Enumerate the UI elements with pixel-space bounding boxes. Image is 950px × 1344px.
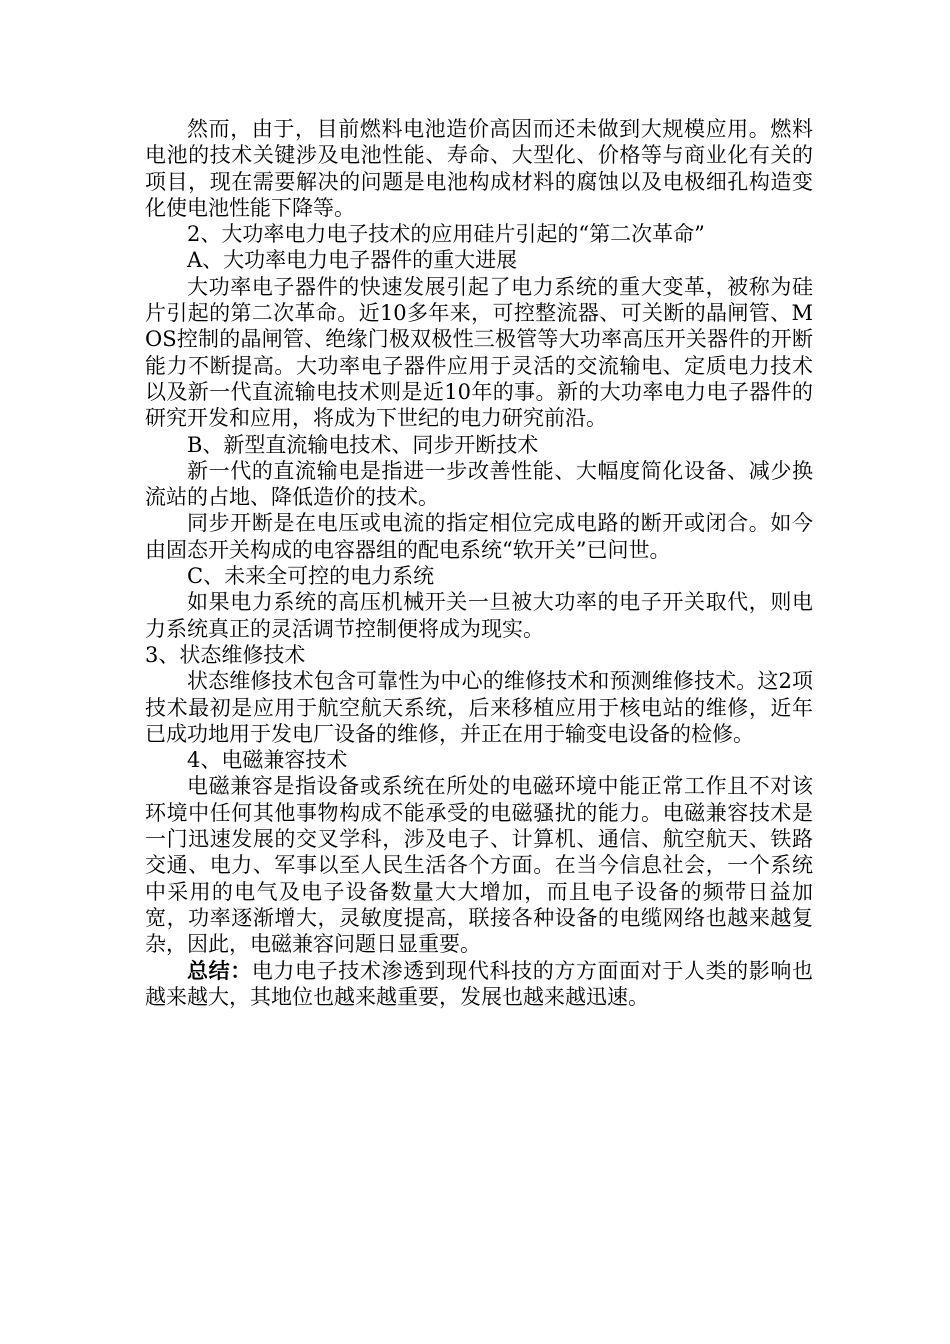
summary-text: 电力电子技术渗透到现代科技的方方面面对于人类的影响也越来越大，其地位也越来越重要，发展也越来越迅速。 [145,958,814,1009]
subheading-b: B、新型直流输电技术、同步开断技术 [187,432,539,457]
paragraph-controllable-system: 如果电力系统的高压机械开关一旦被大功率的电子开关取代，则电力系统真正的灵活调节控制便将成为现实。 [145,590,813,641]
subheading-a: A、大功率电力电子器件的重大进展 [187,248,518,273]
paragraph-sync-switching: 同步开断是在电压或电流的指定相位完成电路的断开或闭合。如今由固态开关构成的电容器组的配电系统“软开关”已问世。 [145,511,813,562]
paragraph-devices: 大功率电子器件的快速发展引起了电力系统的重大变革，被称为硅片引起的第二次革命。近10多年来，可控整流器、可关断的晶闸管、MOS控制的晶闸管、绝缘门极双极性三极管等大功率高压开关器件的开断能力不断提高。大功率电子器件应用于灵活的交流输电、定质电力技术以及新一代直流输电技术则是近10年的事。新的大功率电力电子器件的研究开发和应用，将成为下世纪的电力研究前沿。 [145,274,813,431]
paragraph-maintenance: 状态维修技术包含可靠性为中心的维修技术和预测维修技术。这2项技术最初是应用于航空航天系统，后来移植应用于核电站的维修，近年已成功地用于发电厂设备的维修，并正在用于输变电设备的检修。 [145,669,813,746]
document-body [145,116,813,1010]
summary-label: 总结： [187,957,252,983]
paragraph-fuel-cell: 然而，由于，目前燃料电池造价高因而还未做到大规模应用。燃料电池的技术关键涉及电池性能、寿命、大型化、价格等与商业化有关的项目，现在需要解决的问题是电池构成材料的腐蚀以及电极细孔构造变化使电池性能下降等。 [145,117,813,220]
paragraph-dc-transmission: 新一代的直流输电是指进一步改善性能、大幅度简化设备、减少换流站的占地、降低造价的技术。 [145,458,813,510]
subheading-c: C、未来全可控的电力系统 [187,564,435,589]
paragraph-summary [145,958,813,1011]
heading-high-power-electronics: 2、大功率电力电子技术的应用硅片引起的“第二次革命” [187,222,705,247]
heading-emc: 4、电磁兼容技术 [187,748,348,773]
paragraph-emc: 电磁兼容是指设备或系统在所处的电磁环境中能正常工作且不对该环境中任何其他事物构成不能承受的电磁骚扰的能力。电磁兼容技术是一门迅速发展的交叉学科，涉及电子、计算机、通信、航空航天、铁路交通、电力、军事以至人民生活各个方面。在当今信息社会，一个系统中采用的电气及电子设备数量大大增加，而且电子设备的频带日益加宽，功率逐渐增大，灵敏度提高，联接各种设备的电缆网络也越来越复杂，因此，电磁兼容问题日显重要。 [145,774,813,957]
heading-condition-maintenance: 3、状态维修技术 [145,642,306,667]
